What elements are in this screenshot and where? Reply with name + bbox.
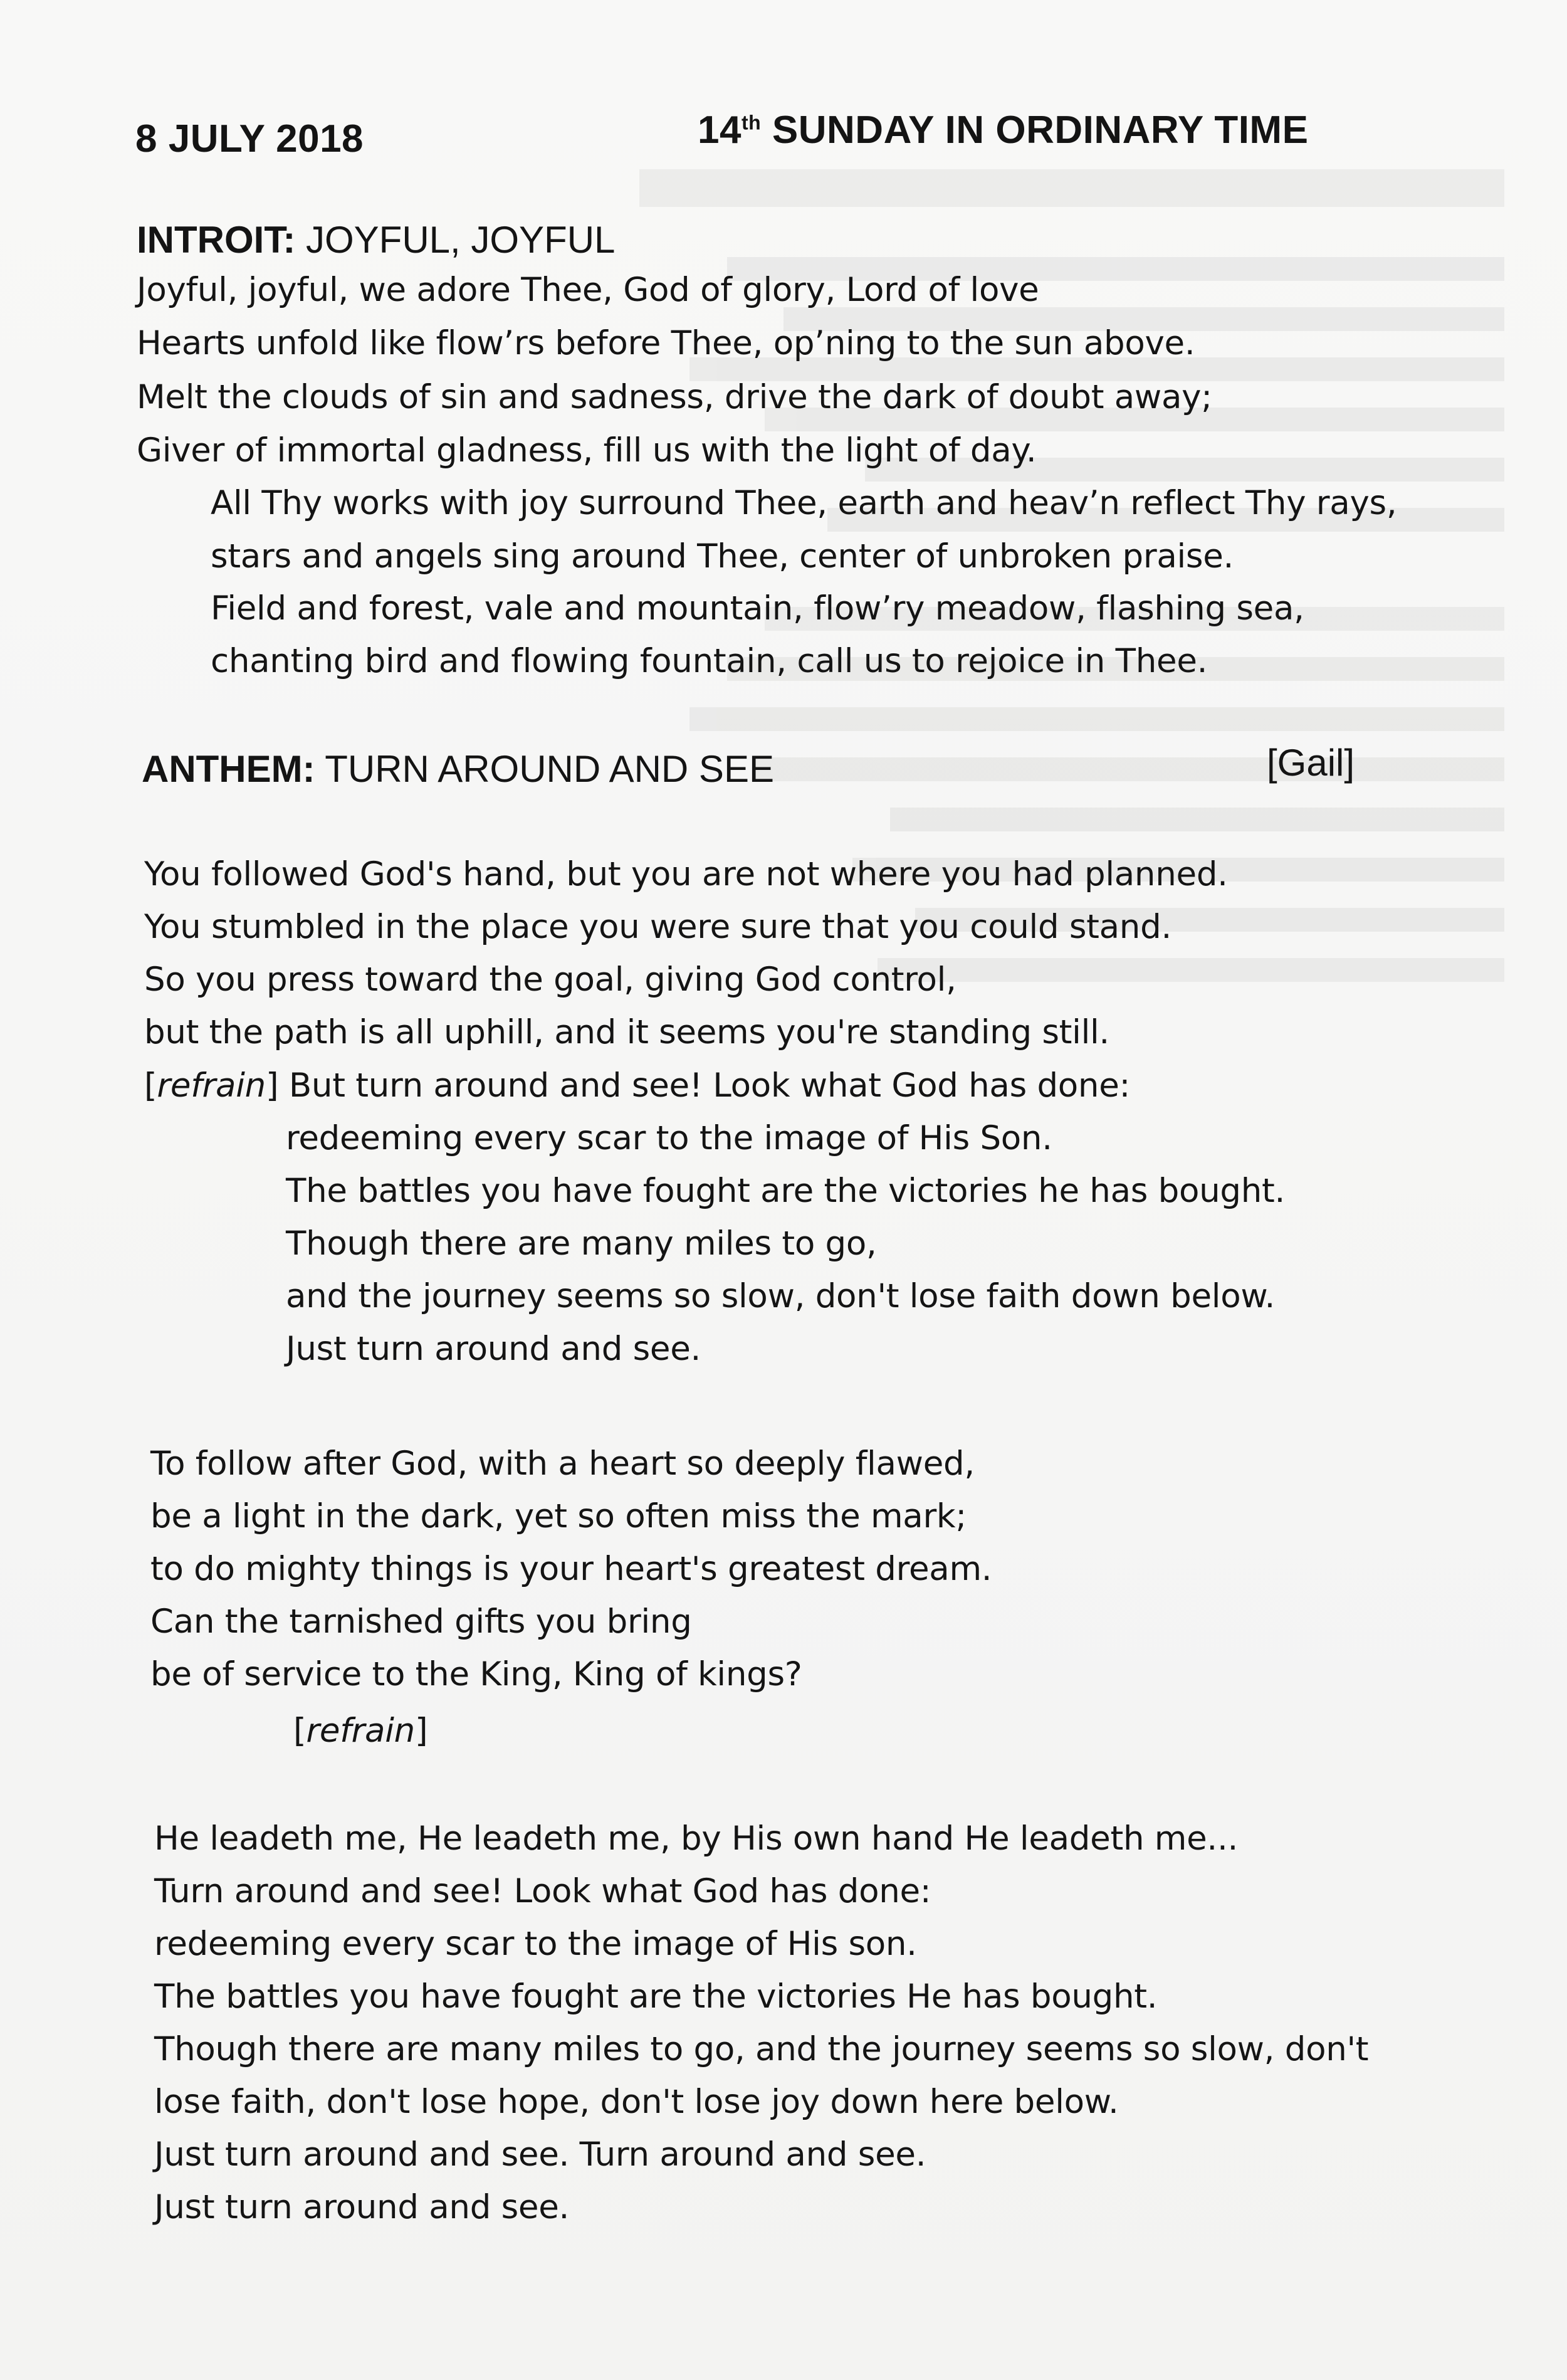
refrain-first-text: But turn around and see! Look what God has done: xyxy=(278,1066,1131,1105)
service-title-number: 14 xyxy=(698,108,742,152)
refrain-marker-open: [ xyxy=(144,1066,157,1105)
refrain-line: Though there are many miles to go, xyxy=(286,1224,877,1263)
introit-line: Giver of immortal gladness, fill us with the light of day. xyxy=(137,431,1037,470)
anthem-verse2-line: Can the tarnished gifts you bring xyxy=(150,1603,692,1641)
anthem-verse2-line: to do mighty things is your heart's greatest dream. xyxy=(150,1550,992,1588)
finale-line: Just turn around and see. xyxy=(154,2188,570,2226)
service-title-ordinal: th xyxy=(741,111,762,134)
refrain-repeat-word: refrain xyxy=(306,1712,415,1750)
finale-line: Turn around and see! Look what God has done: xyxy=(154,1872,931,1910)
anthem-verse2-line: be a light in the dark, yet so often miss the mark; xyxy=(150,1497,967,1535)
introit-line: Joyful, joyful, we adore Thee, God of glory, Lord of love xyxy=(137,271,1039,309)
finale-line: He leadeth me, He leadeth me, by His own hand He leadeth me... xyxy=(154,1819,1239,1858)
finale-line: redeeming every scar to the image of His son. xyxy=(154,1925,917,1963)
finale-line: Just turn around and see. Turn around and see. xyxy=(154,2135,926,2174)
introit-title: JOYFUL, JOYFUL xyxy=(295,219,616,261)
introit-indented-line: stars and angels sing around Thee, center of unbroken praise. xyxy=(211,537,1234,576)
anthem-verse1-line: So you press toward the goal, giving God control, xyxy=(144,961,956,999)
refrain-line: redeeming every scar to the image of His Son. xyxy=(286,1119,1052,1157)
refrain-line: and the journey seems so slow, don't lose faith down below. xyxy=(286,1277,1276,1315)
refrain-repeat-open: [ xyxy=(293,1712,307,1750)
refrain-repeat xyxy=(293,1712,427,1750)
anthem-label: ANTHEM: xyxy=(142,748,315,790)
introit-indented-line: Field and forest, vale and mountain, flow’ry meadow, flashing sea, xyxy=(211,589,1304,628)
introit-label: INTROIT: xyxy=(137,219,296,261)
service-date: 8 JULY 2018 xyxy=(135,117,364,161)
introit-line: Melt the clouds of sin and sadness, drive the dark of doubt away; xyxy=(137,378,1212,416)
finale-line: lose faith, don't lose hope, don't lose joy down here below. xyxy=(154,2083,1119,2121)
refrain-line: The battles you have fought are the victories he has bought. xyxy=(286,1172,1286,1210)
service-title-text: SUNDAY IN ORDINARY TIME xyxy=(761,108,1309,152)
introit-indented-line: chanting bird and flowing fountain, call us to rejoice in Thee. xyxy=(211,642,1208,680)
anthem-title: TURN AROUND AND SEE xyxy=(315,748,774,790)
refrain-marker: refrain xyxy=(157,1066,266,1105)
finale-line: The battles you have fought are the victories He has bought. xyxy=(154,1977,1158,2016)
anthem-verse2-line: To follow after God, with a heart so deeply flawed, xyxy=(150,1445,975,1483)
anthem-verse2-line: be of service to the King, King of kings? xyxy=(150,1655,802,1693)
anthem-verse1-line: but the path is all uphill, and it seems you're standing still. xyxy=(144,1013,1109,1051)
introit-heading xyxy=(137,218,615,261)
introit-indented-line: All Thy works with joy surround Thee, earth and heav’n reflect Thy rays, xyxy=(211,484,1397,522)
refrain-marker-close: ] xyxy=(265,1066,279,1105)
finale-line: Though there are many miles to go, and the journey seems so slow, don't xyxy=(154,2030,1369,2068)
anthem-verse1-line: You followed God's hand, but you are not where you had planned. xyxy=(144,855,1228,893)
anthem-singer: [Gail] xyxy=(1267,742,1355,784)
anthem-verse1-line: You stumbled in the place you were sure that you could stand. xyxy=(144,908,1171,946)
refrain-line: Just turn around and see. xyxy=(286,1330,701,1368)
service-title xyxy=(698,108,1308,152)
refrain-repeat-close: ] xyxy=(414,1712,428,1750)
anthem-heading xyxy=(142,747,774,791)
introit-line: Hearts unfold like flow’rs before Thee, op’ning to the sun above. xyxy=(137,324,1195,362)
refrain-first-line xyxy=(144,1066,1130,1105)
